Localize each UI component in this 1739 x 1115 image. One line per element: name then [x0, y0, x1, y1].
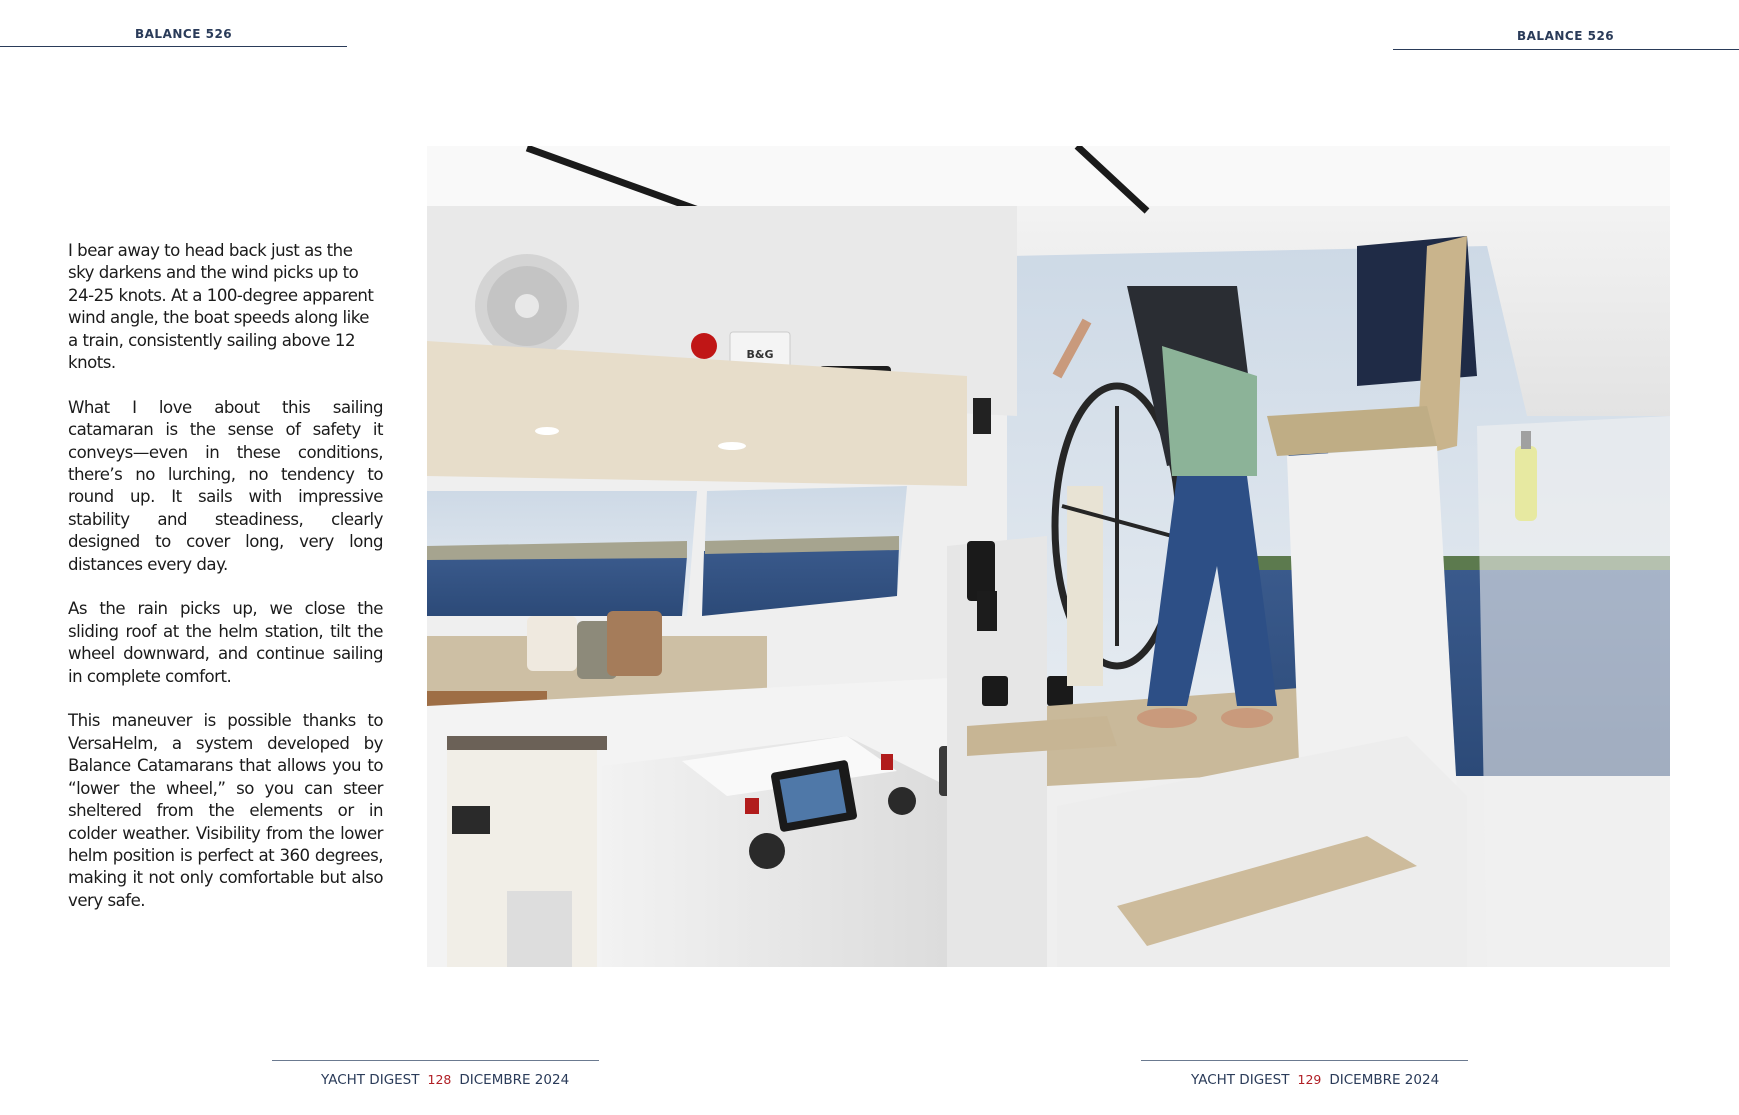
header-rule-right — [1393, 49, 1739, 50]
page-number-left: 128 — [427, 1072, 452, 1087]
footer-rule-right — [1141, 1060, 1468, 1061]
folio-issue-left: DICEMBRE 2024 — [459, 1072, 570, 1088]
folio-issue-right: DICEMBRE 2024 — [1329, 1072, 1440, 1088]
folio-magazine-right: YACHT DIGEST — [1191, 1072, 1290, 1088]
footer-rule-left — [272, 1060, 599, 1061]
paragraph-2: What I love about this sailing catamaran is the sense of safety it conveys—even in these conditions, there’s no lurching, no tendency to round up. It sails with impressive stability and steadiness, clearly designed to cover long, very long distances every day. — [68, 397, 383, 574]
brand-label: B&G — [746, 348, 774, 361]
header-rule-left — [0, 46, 347, 47]
folio-left — [321, 1072, 569, 1088]
paragraph-4: This maneuver is possible thanks to VersaHelm, a system developed by Balance Catamarans that allows you to “lower the wheel,” so you can steer sheltered from the elements or in colder weather. Visibility from the lower helm position is perfect at 360 degrees, making it not only comfortable but also very safe. — [68, 711, 383, 910]
helm-station-photo — [427, 146, 1670, 967]
page-number-right: 129 — [1297, 1072, 1322, 1087]
folio-right — [1191, 1072, 1439, 1088]
running-header-left: BALANCE 526 — [135, 27, 233, 41]
paragraph-3: As the rain picks up, we close the sliding roof at the helm station, tilt the wheel downward, and continue sailing in complete comfort. — [68, 599, 383, 686]
running-header-right: BALANCE 526 — [1517, 29, 1615, 43]
paragraph-1: I bear away to head back just as the sky darkens and the wind picks up to 24-25 knots. At a 100-degree apparent wind angle, the boat speeds along like a train, consistently sailing above 12 knots. — [68, 241, 374, 373]
article-body — [68, 240, 383, 935]
folio-magazine-left: YACHT DIGEST — [321, 1072, 420, 1088]
